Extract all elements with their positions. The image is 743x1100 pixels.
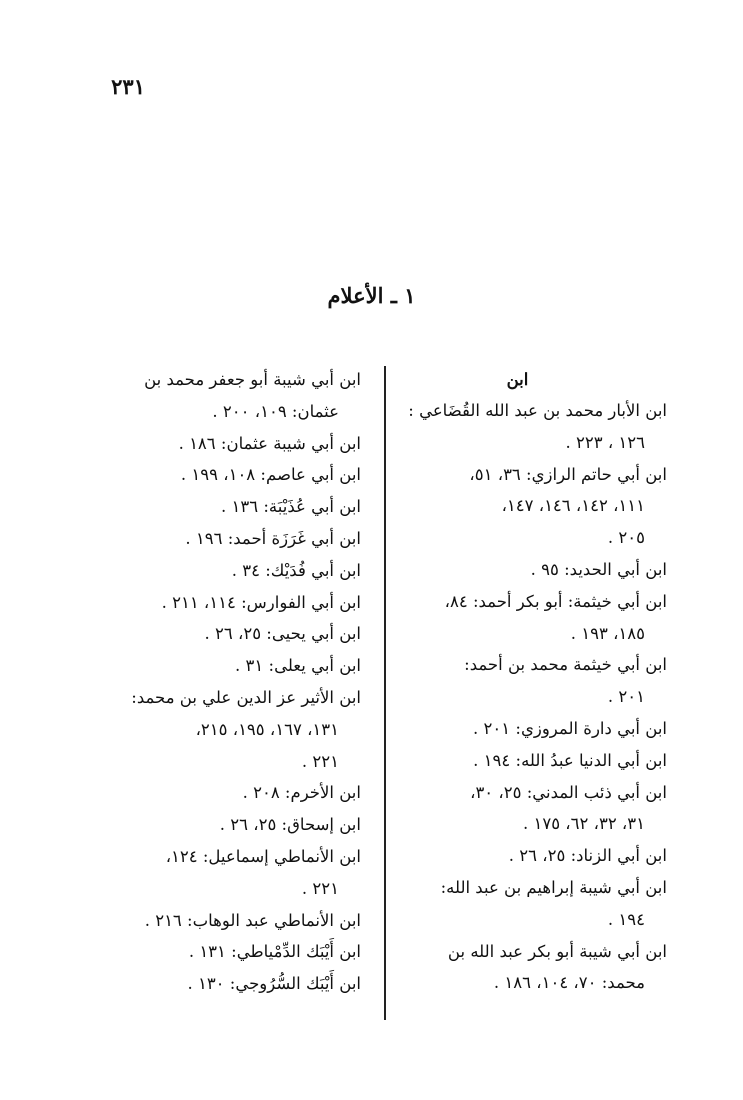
index-entry <box>107 459 363 491</box>
index-entry-name: ابن أَيْبَك الدِّمْياطي: ١٣١ . <box>188 942 361 962</box>
index-entry <box>366 459 669 554</box>
index-entry <box>107 905 363 937</box>
index-entry-name: ابن إسحاق: ٢٥، ٢٦ . <box>219 815 361 835</box>
index-entry <box>107 428 363 460</box>
index-entry <box>107 682 363 777</box>
index-entry-name: ابن الأخرم: ٢٠٨ . <box>242 783 361 803</box>
index-entry <box>366 395 669 459</box>
index-entry-pages: ٢٠٥ . <box>607 528 645 548</box>
index-entries-right <box>366 395 669 999</box>
index-subheading: ابن <box>506 370 529 389</box>
index-entry <box>366 713 669 745</box>
index-entry <box>107 523 363 555</box>
index-column-right <box>366 364 669 999</box>
index-entry-name: ابن أبي فُدَيْك: ٣٤ . <box>231 560 361 580</box>
index-entry <box>366 840 669 872</box>
index-entry <box>107 809 363 841</box>
index-entry-name: ابن أبي دارة المروزي: ٢٠١ . <box>473 718 667 738</box>
index-entry <box>366 777 669 841</box>
index-entry <box>107 968 363 1000</box>
index-entry <box>366 649 669 713</box>
index-entry-name: ابن أبي شيبة أبو بكر عبد الله بن <box>447 941 667 961</box>
index-entry-name: ابن أبي خيثمة محمد بن أحمد: <box>464 655 667 675</box>
index-entry <box>366 554 669 586</box>
index-entry <box>366 586 669 650</box>
index-entry <box>366 936 669 1000</box>
index-entry <box>107 777 363 809</box>
index-entry-name: ابن الأنماطي عبد الوهاب: ٢١٦ . <box>144 910 361 930</box>
index-entry-name: ابن أبي خيثمة: أبو بكر أحمد: ٨٤، <box>444 591 667 611</box>
section-heading: ١ ـ الأعلام <box>327 283 416 308</box>
index-entry-pages: ١٩٤ . <box>607 909 645 929</box>
index-entry-pages: ٢٢١ . <box>301 878 339 898</box>
index-entry <box>107 618 363 650</box>
index-entry-pages: ١٨٥، ١٩٣ . <box>570 623 645 643</box>
index-entry-pages: ١٣١، ١٦٧، ١٩٥، ٢١٥، <box>195 719 339 739</box>
index-entry-name: ابن الأنماطي إسماعيل: ١٢٤، <box>165 846 361 866</box>
index-entry-pages: محمد: ٧٠، ١٠٤، ١٨٦ . <box>493 973 645 993</box>
page-number: ٢٣١ <box>111 74 145 99</box>
index-entry-name: ابن الأبار محمد بن عبد الله القُضَاعي : <box>408 401 667 420</box>
index-entry <box>366 745 669 777</box>
index-entry-name: ابن أبي يعلى: ٣١ . <box>235 656 361 676</box>
index-entry-name: ابن أبي الزناد: ٢٥، ٢٦ . <box>508 846 667 866</box>
index-entry <box>107 555 363 587</box>
index-entry <box>107 587 363 619</box>
index-entry <box>366 872 669 936</box>
index-entry-pages: عثمان: ١٠٩، ٢٠٠ . <box>212 401 339 421</box>
index-entry-name: ابن أبي غَرَزَة أحمد: ١٩٦ . <box>185 528 361 548</box>
index-entry-name: ابن أبي شيبة عثمان: ١٨٦ . <box>178 433 361 453</box>
index-entry-pages: ١٢٦ ، ٢٢٣ . <box>565 432 645 452</box>
index-entry-name: ابن أبي عاصم: ١٠٨، ١٩٩ . <box>180 465 361 485</box>
index-entry-name: ابن أبي ذئب المدني: ٢٥، ٣٠، <box>470 782 667 802</box>
index-column-left <box>107 364 363 1000</box>
index-entry-name: ابن أبي يحيى: ٢٥، ٢٦ . <box>204 624 361 644</box>
index-entry <box>107 650 363 682</box>
index-entry-name: ابن أبي شيبة إبراهيم بن عبد الله: <box>440 877 667 897</box>
index-entry <box>107 364 363 428</box>
index-entry-name: ابن أبي الحديد: ٩٥ . <box>530 559 667 579</box>
index-entry <box>107 936 363 968</box>
index-entry <box>107 491 363 523</box>
index-entry <box>107 841 363 905</box>
index-entry-name: ابن أبي الفوارس: ١١٤، ٢١١ . <box>161 592 361 612</box>
index-entries-left <box>107 364 363 1000</box>
index-entry-name: ابن الأثير عز الدين علي بن محمد: <box>131 687 361 707</box>
index-entry-name: ابن أبي عُذَيْبَة: ١٣٦ . <box>221 497 361 517</box>
index-entry-pages: ٣١، ٣٢، ٦٢، ١٧٥ . <box>522 814 645 834</box>
index-entry-pages: ٢٠١ . <box>607 687 645 707</box>
index-entry-pages: ١١١، ١٤٢، ١٤٦، ١٤٧، <box>501 496 645 516</box>
index-entry-name: ابن أبي شيبة أبو جعفر محمد بن <box>144 370 361 389</box>
index-entry-name: ابن أبي الدنيا عبدُ الله: ١٩٤ . <box>473 750 667 770</box>
index-entry-pages: ٢٢١ . <box>301 751 339 771</box>
index-entry-name: ابن أبي حاتم الرازي: ٣٦، ٥١، <box>469 464 667 484</box>
index-entry-name: ابن أَيْبَك السُّرُوجي: ١٣٠ . <box>187 974 361 994</box>
